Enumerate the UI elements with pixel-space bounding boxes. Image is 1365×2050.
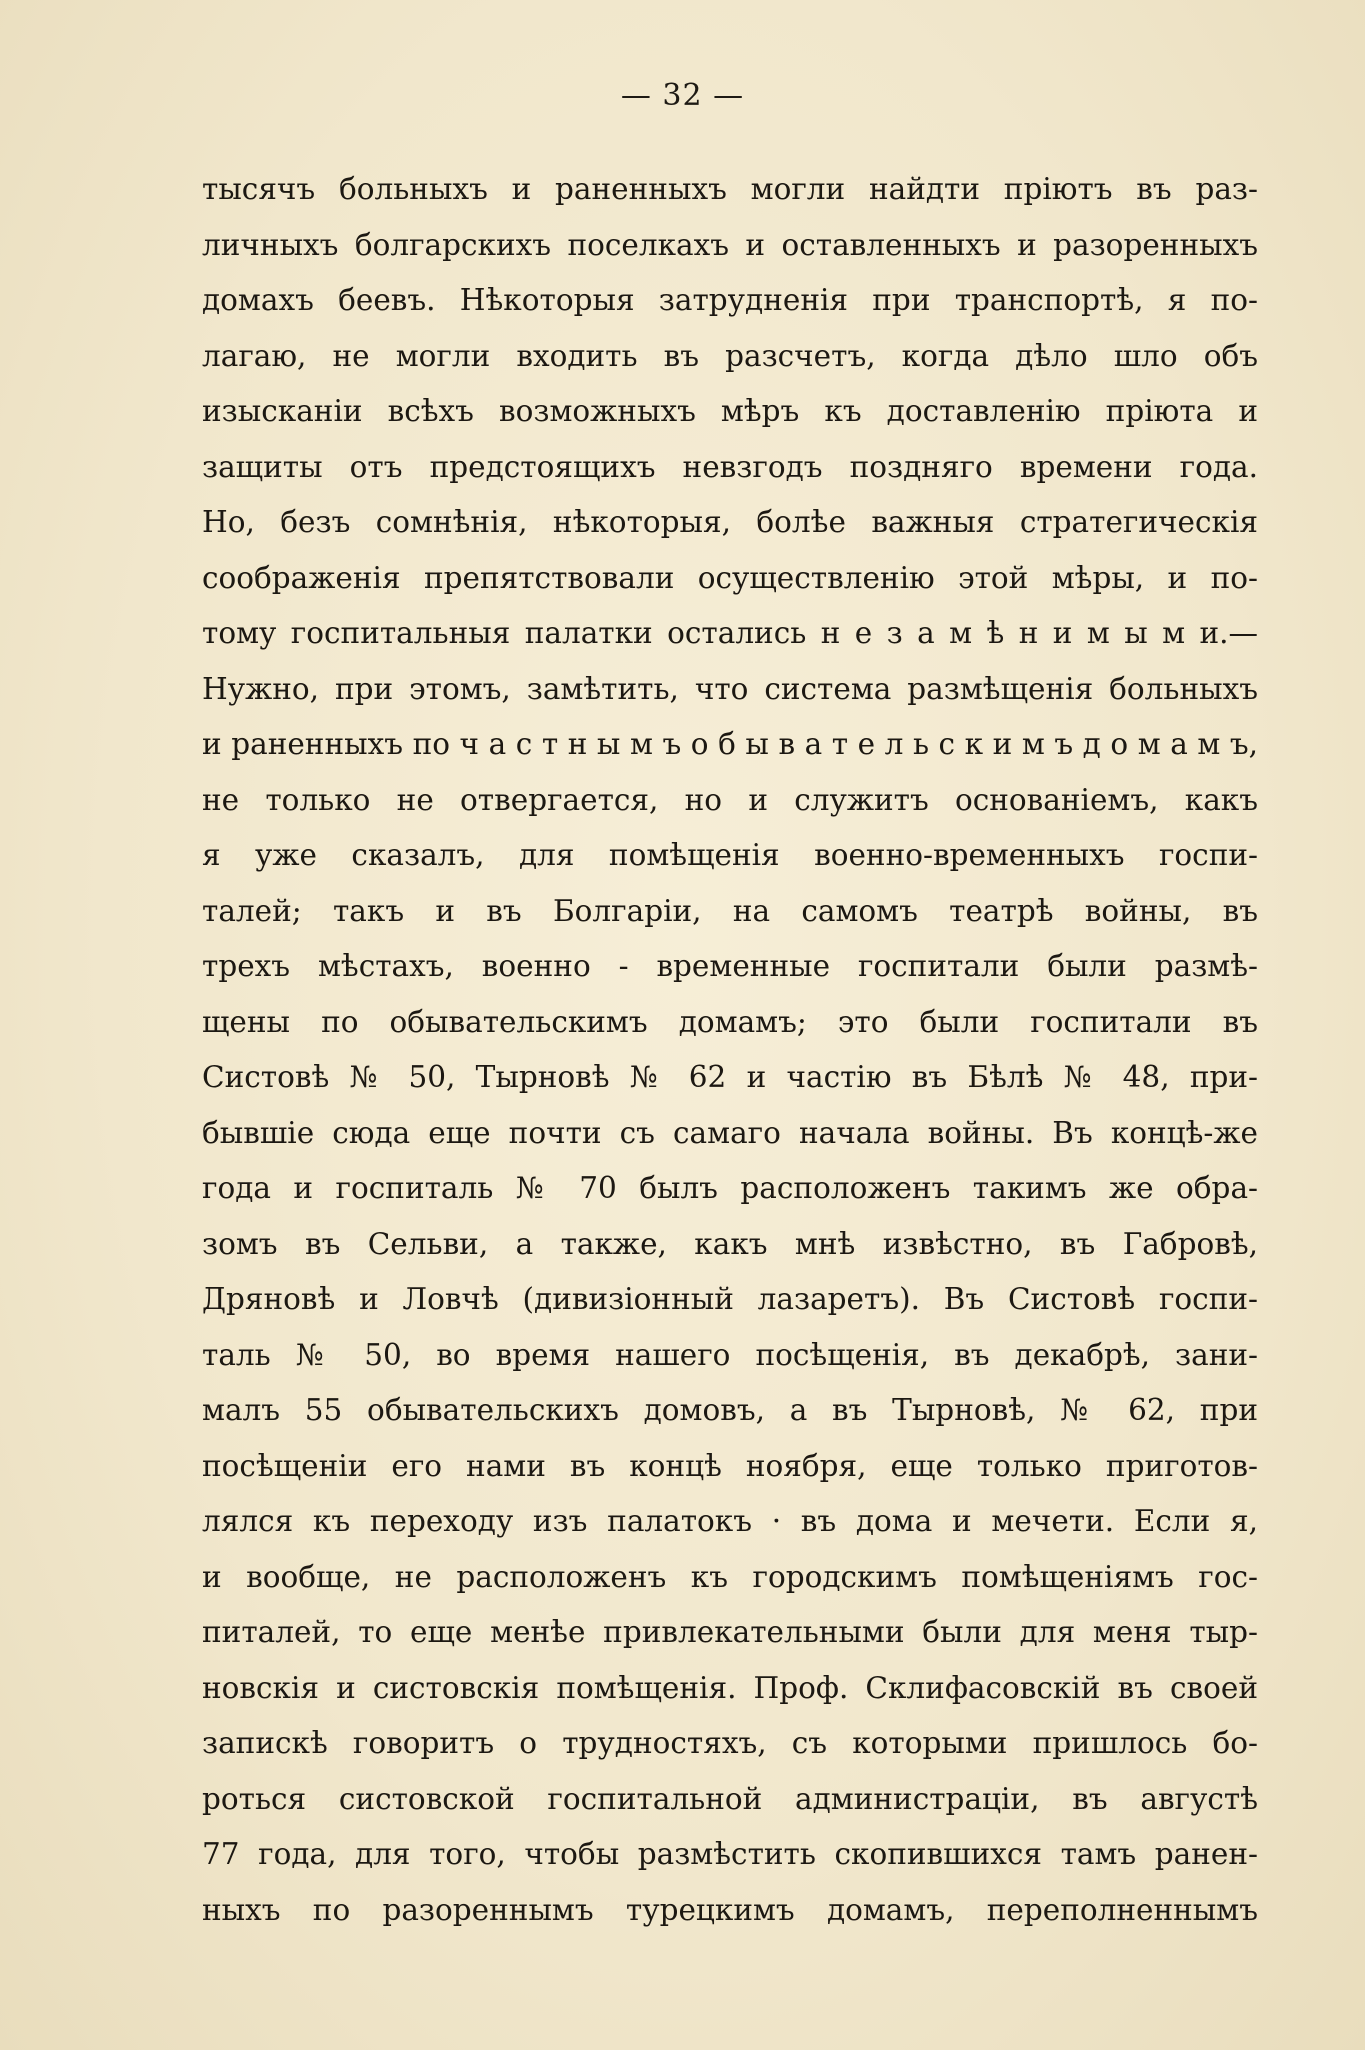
text-line: питалей, то еще менѣе привлекательными были для меня тыр- xyxy=(202,1615,1258,1649)
text-line: ныхъ по разореннымъ турецкимъ домамъ, переполненнымъ xyxy=(202,1892,1258,1927)
text-line: запискѣ говоритъ о трудностяхъ, съ которыми пришлось бо- xyxy=(202,1726,1258,1760)
text-line: года и госпиталь № 70 былъ расположенъ такимъ же обра- xyxy=(202,1171,1258,1205)
text-line: соображенiя препятствовали осуществленiю этой мѣры, и по- xyxy=(202,560,1258,595)
text-line: щены по обывательскимъ домамъ; это были госпитали въ xyxy=(202,1004,1258,1039)
text-line: малъ 55 обывательскихъ домовъ, а въ Тырновѣ, № 62, при xyxy=(202,1393,1258,1427)
text-line: защиты отъ предстоящихъ невзгодъ поздняго времени года. xyxy=(202,449,1258,484)
text-line: новскiя и систовскiя помѣщенiя. Проф. Склифасовскiй въ своей xyxy=(202,1670,1258,1705)
text-line: талей; такъ и въ Болгарiи, на самомъ театрѣ войны, въ xyxy=(202,893,1258,928)
text-line: 77 года, для того, чтобы размѣстить скопившихся тамъ ранен- xyxy=(202,1837,1258,1871)
text-line: лагаю, не могли входить въ разсчетъ, когда дѣло шло объ xyxy=(202,338,1258,373)
text-line: тому госпитальныя палатки остались н е з а м ѣ н и м ы м и.— xyxy=(202,616,1258,650)
text-line: зомъ въ Сельви, а также, какъ мнѣ извѣстно, въ Габровѣ, xyxy=(202,1226,1258,1261)
text-line: Нужно, при этомъ, замѣтить, что система размѣщенiя больныхъ xyxy=(202,671,1258,706)
text-line: тысячъ больныхъ и раненныхъ могли найдти прiютъ въ раз- xyxy=(202,172,1258,206)
text-line: трехъ мѣстахъ, военно - временные госпитали были размѣ- xyxy=(202,949,1258,983)
body-text xyxy=(202,162,1258,1938)
text-line: не только не отвергается, но и служитъ основанiемъ, какъ xyxy=(202,782,1258,817)
text-line: таль № 50, во время нашего посѣщенiя, въ декабрѣ, зани- xyxy=(202,1337,1258,1372)
text-line: я уже сказалъ, для помѣщенiя военно-временныхъ госпи- xyxy=(202,838,1258,872)
text-line: посѣщенiи его нами въ концѣ ноября, еще только приготов- xyxy=(202,1448,1258,1483)
text-line: Дряновѣ и Ловчѣ (дивизiонный лазаретъ). Въ Систовѣ госпи- xyxy=(202,1282,1258,1316)
page-number: — 32 — xyxy=(620,78,745,113)
text-line: и вообще, не расположенъ къ городскимъ помѣщенiямъ гос- xyxy=(202,1559,1258,1594)
text-line: бывшiе сюда еще почти съ самаго начала войны. Въ концѣ-же xyxy=(202,1115,1258,1150)
text-line: лялся къ переходу изъ палатокъ · въ дома и мечети. Если я, xyxy=(202,1504,1258,1538)
text-line: домахъ беевъ. Нѣкоторыя затрудненiя при транспортѣ, я по- xyxy=(202,283,1258,317)
text-line: Но, безъ сомнѣнiя, нѣкоторыя, болѣе важныя стратегическiя xyxy=(202,505,1258,539)
text-line: и раненныхъ по ч а с т н ы м ъ о б ы в а т е л ь с к и м ъ д о м а м ъ, xyxy=(202,727,1258,761)
text-line: Систовѣ № 50, Тырновѣ № 62 и частiю въ Бѣлѣ № 48, при- xyxy=(202,1060,1258,1094)
text-line: личныхъ болгарскихъ поселкахъ и оставленныхъ и разоренныхъ xyxy=(202,227,1258,262)
text-line: изысканiи всѣхъ возможныхъ мѣръ къ доставленiю прiюта и xyxy=(202,394,1258,428)
text-line: роться систовской госпитальной администрацiи, въ августѣ xyxy=(202,1781,1258,1816)
